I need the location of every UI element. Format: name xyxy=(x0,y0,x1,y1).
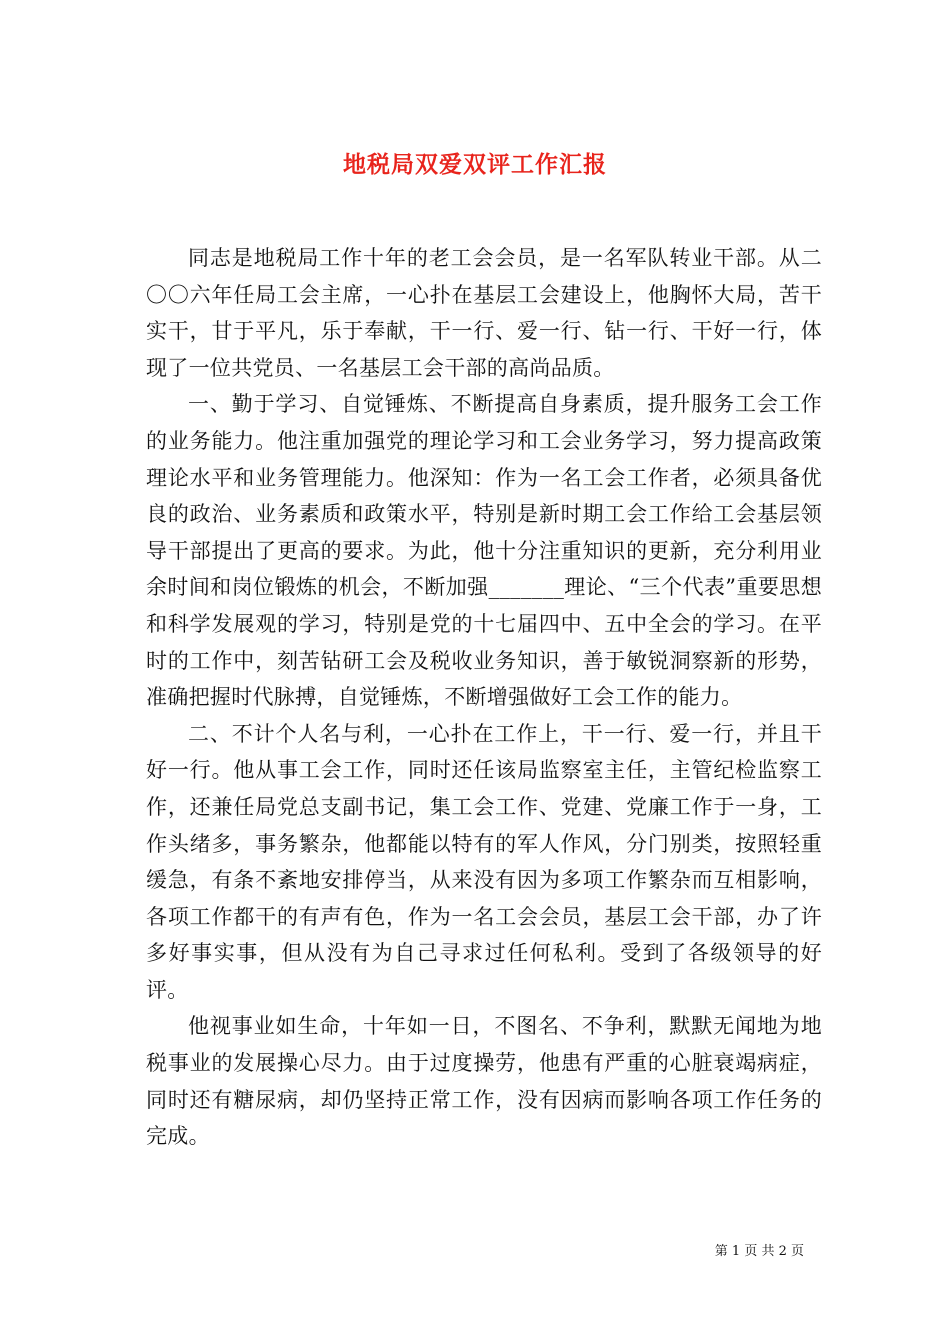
document-title: 地税局双爱双评工作汇报 xyxy=(343,151,607,179)
paragraph-section-two: 二、不计个人名与利，一心扑在工作上，干一行、爱一行，并且干好一行。他从事工会工作，同时还任该局监察室主任，主管纪检监察工作，还兼任局党总支副书记，集工会工作、党建、党廉工作于一身，工作头绪多，事务繁杂，他都能以特有的军人作风，分门别类，按照轻重缓急，有条不紊地安排停当，从来没有因为多项工作繁杂而互相影响，各项工作都干的有声有色，作为一名工会会员，基层工会干部，办了许多好事实事，但从没有为自己寻求过任何私利。受到了各级领导的好评。 xyxy=(146,721,822,1002)
paragraph-section-one: 一、勤于学习、自觉锤炼、不断提高自身素质，提升服务工会工作的业务能力。他注重加强党的理论学习和工会业务学习，努力提高政策理论水平和业务管理能力。他深知：作为一名工会工作者，必须具备优良的政治、业务素质和政策水平，特别是新时期工会工作给工会基层领导干部提出了更高的要求。为此，他十分注重知识的更新，充分利用业余时间和岗位锻炼的机会，不断加强_______理论、“三个代表”重要思想和科学发展观的学习，特别是党的十七届四中、五中全会的学习。在平时的工作中，刻苦钻研工会及税收业务知识，善于敏锐洞察新的形势，准确把握时代脉搏，自觉锤炼，不断增强做好工会工作的能力。 xyxy=(146,392,822,710)
page-number-footer: 第 1 页 共 2 页 xyxy=(714,1244,804,1259)
document-body xyxy=(146,240,822,1155)
paragraph-closing: 他视事业如生命，十年如一日，不图名、不争利，默默无闻地为地税事业的发展操心尽力。由于过度操劳，他患有严重的心脏衰竭病症，同时还有糖尿病，却仍坚持正常工作，没有因病而影响各项工作任务的完成。 xyxy=(146,1014,822,1149)
paragraph-intro: 同志是地税局工作十年的老工会会员，是一名军队转业干部。从二〇〇六年任局工会主席，一心扑在基层工会建设上，他胸怀大局，苦干实干，甘于平凡，乐于奉献，干一行、爱一行、钻一行、干好一行，体现了一位共党员、一名基层工会干部的高尚品质。 xyxy=(146,246,822,380)
